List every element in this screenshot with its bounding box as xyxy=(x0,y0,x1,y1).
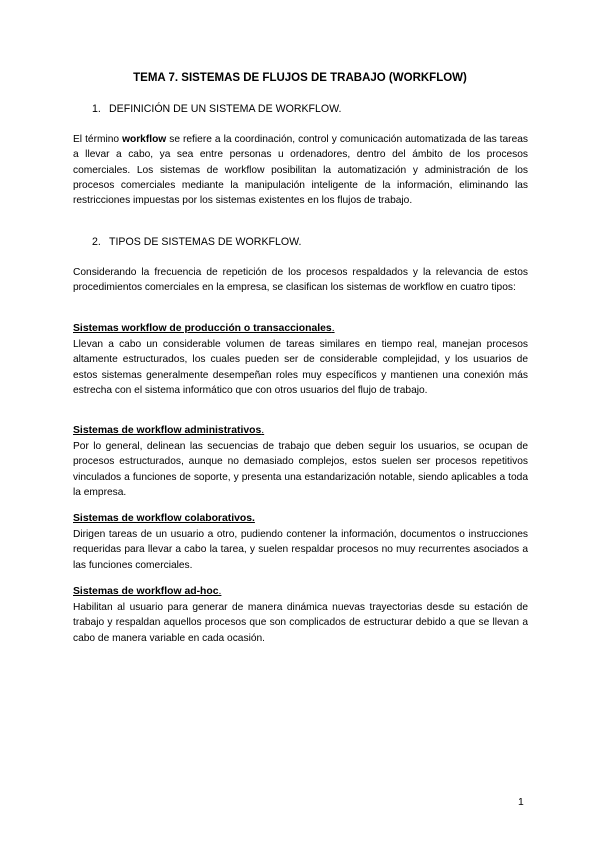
section-number: 2. xyxy=(92,236,101,248)
definition-text-end: se refiere a la coordinación, control y comunicación automatizada de las tareas a llevar a cabo, ya sea entre personas u ordenadores, dentro del ámbito de los procesos comerciales. Los sistemas de workflow posibilitan la automatización y administración de los procesos comerciales mediante la manipulación inteligente de la información, eliminando las restricciones impuestas por los sistemas existentes en los flujos de trabajo. xyxy=(73,134,528,207)
type-title-text: Sistemas de workflow colaborativos. xyxy=(73,513,255,524)
section-heading-text: TIPOS DE SISTEMAS DE WORKFLOW. xyxy=(109,236,302,248)
page-number: 1 xyxy=(518,797,524,808)
section-heading-tipos xyxy=(92,236,301,248)
type-text-adhoc: Habilitan al usuario para generar de manera dinámica nuevas trayectorias desde su estación de trabajo y respaldan aquellos procesos que son complicados de estructurar debido a que se llevan a cabo de manera variable en cada ocasión. xyxy=(73,602,528,644)
type-title-punct: . xyxy=(331,323,335,334)
definition-paragraph xyxy=(73,132,528,208)
type-title-text: Sistemas workflow de producción o transaccionales xyxy=(73,323,332,334)
type-title-adhoc xyxy=(73,586,221,597)
document-title: TEMA 7. SISTEMAS DE FLUJOS DE TRABAJO (WORKFLOW) xyxy=(133,72,467,84)
section-heading-text: DEFINICIÓN DE UN SISTEMA DE WORKFLOW. xyxy=(109,103,342,115)
type-text-administrativos: Por lo general, delinean las secuencias de trabajo que deben seguir los usuarios, se ocupan de procesos estructurados, aunque no demasiado complejos, estos suelen ser procesos repetitivos vinculados a funciones de soporte, y presenta una estandarización notable, siendo aplicables a toda la empresa. xyxy=(73,441,528,498)
workflow-term: workflow xyxy=(122,134,167,145)
type-title-text: Sistemas de workflow ad-hoc xyxy=(73,586,219,597)
type-title-administrativos xyxy=(73,425,264,436)
definition-text-start: El término xyxy=(73,134,123,145)
type-title-colaborativos xyxy=(73,513,255,524)
section-number: 1. xyxy=(92,103,101,115)
type-text-colaborativos: Dirigen tareas de un usuario a otro, pudiendo contener la información, documentos o instrucciones requeridas para llevar a cabo la tarea, y suelen respaldar procesos no muy recurrentes asociados a las funciones comerciales. xyxy=(73,529,528,571)
types-intro-paragraph: Considerando la frecuencia de repetición de los procesos respaldados y la relevancia de estos procedimientos comerciales en la empresa, se clasifican los sistemas de workflow en cuatro tipos: xyxy=(73,267,528,294)
section-heading-definicion xyxy=(92,103,342,115)
type-title-punct: . xyxy=(261,425,265,436)
type-title-text: Sistemas de workflow administrativos xyxy=(73,425,262,436)
type-title-punct: . xyxy=(218,586,222,597)
type-title-produccion xyxy=(73,323,335,334)
type-text-produccion: Llevan a cabo un considerable volumen de tareas similares en tiempo real, manejan procesos altamente estructurados, los cuales pueden ser de considerable complejidad, y los usuarios de estos sistemas generalmente desempeñan roles muy específicos y mantienen una conexión más estrecha con el sistema informático que con otros usuarios del flujo de trabajo. xyxy=(73,339,528,396)
